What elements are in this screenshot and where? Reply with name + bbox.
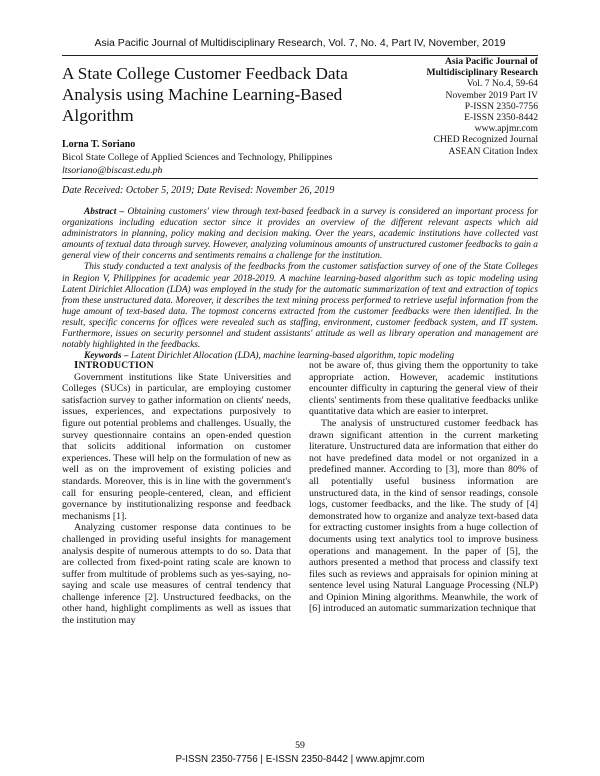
abstract-paragraph-2: This study conducted a text analysis of the feedbacks from the customer satisfaction survey of one of the State Colleges in Region V, Philippines for academic year 2018-2019. A machine learning-based algorithm such as topic modeling using Latent Dirichlet Allocation (LDA) was employed in the study for the automatic summarization of text and extraction of topics from these unstructured data. Moreover, it describes the text mining process performed to retrieve useful information from the huge amount of text-based data. The topmost concerns extracted from the customer feedbacks were then identified. In the result, specific concerns for offices were revealed such as staffing, environment, customer feedback system, and IT system. Furthermore, issues on security personnel and student assistants' attitude as well as library operation and management are notably highlighted in the feedbacks. <box>62 262 538 351</box>
body-paragraph: not be aware of, thus giving them the opportunity to take appropriate action. However, academic institutions encounter difficulty in capturing the general view of their clients' sentiments from these qualitative feedbacks unlike quantitative data which are easier to interpret. <box>309 360 538 418</box>
footer-issn: P-ISSN 2350-7756 | E-ISSN 2350-8442 | www.apjmr.com <box>175 754 425 765</box>
abstract-paragraph-1 <box>62 207 538 262</box>
journal-ched: CHED Recognized Journal <box>433 134 538 146</box>
section-heading-introduction: INTRODUCTION <box>74 359 154 371</box>
running-head: Asia Pacific Journal of Multidisciplinary Research, Vol. 7, No. 4, Part IV, November, 2019 <box>94 37 506 49</box>
abstract-text-1: Obtaining customers' view through text-based feedback in a survey is considered an important process for organizations including education sector since it provides an overview of the different relevant aspects which aid administrators in planning, policy making and decision making. Over the years, academic institutions have collected vast amounts of textual data through survey. However, analyzing voluminous amounts of unstructured customer feedbacks to gain a general view of their concerns and sentiments remains a challenge for the institution. <box>62 207 539 262</box>
journal-volume: Vol. 7 No.4, 59-64 <box>466 78 538 90</box>
journal-pissn: P-ISSN 2350-7756 <box>464 100 538 112</box>
keywords-text: Latent Dirichlet Allocation (LDA), machine learning-based algorithm, topic modeling <box>130 351 455 362</box>
article-dates: Date Received: October 5, 2019; Date Revised: November 26, 2019 <box>62 185 335 196</box>
body-paragraph: The analysis of unstructured customer feedback has drawn significant attention in the current marketing literature. Unstructured data are information that either do not have predefined data model or not organized in a predefined manner. According to [3], more than 80% of all potentially useful business information are unstructured data, in the kind of sensor readings, console logs, customer feedbacks, and the like. The study of [4] demonstrated how to organize and analyze text-based data for extracting customer insights from a huge collection of documents using text analytics tool to improve business operations and management. In the paper of [5], the authors presented a method that process and classify text files such as reviews and appraisals for opinion mining at sentence level using Natural Language Processing (NLP) and Opinion Mining algorithms. Meanwhile, the work of [6] introduced an automatic summarization technique that <box>309 417 538 615</box>
journal-issue: November 2019 Part IV <box>445 89 538 101</box>
keywords-label: Keywords – <box>84 351 129 362</box>
author-affiliation: Bicol State College of Applied Sciences and Technology, Philippines <box>62 152 333 163</box>
journal-website[interactable]: www.apjmr.com <box>474 123 538 135</box>
title-rule <box>62 178 538 179</box>
journal-info-box <box>413 56 538 157</box>
author-email[interactable]: ltsoriano@biscast.edu.ph <box>62 165 163 176</box>
journal-eissn: E-ISSN 2350-8442 <box>464 112 538 124</box>
body-paragraph: Analyzing customer response data continues to be challenged in providing useful insights for management analysis despite of numerous attempts to do so. Data that are collected from fixed-point rating scale are known to suffer from multitude of problems such as yes-saying, no-saying and scale use measures of central tendency that challenge inference [2]. Unstructured feedbacks, on the other hand, highlight compliments as well as issues that the institution may <box>62 522 291 627</box>
body-column-right <box>309 360 538 615</box>
journal-name: Asia Pacific Journal of Multidisciplinary Research <box>426 56 538 79</box>
article-title: A State College Customer Feedback Data Analysis using Machine Learning-Based Algorithm <box>62 64 348 125</box>
author-name: Lorna T. Soriano <box>62 139 136 150</box>
journal-asean: ASEAN Citation Index <box>448 145 538 157</box>
body-paragraph: Government institutions like State Universities and Colleges (SUCs) in particular, are employing customer satisfaction survey to gather information on clients' needs, issues, experiences, and expectations purposively to figure out potential problems and challenges. Usually, the survey questionnaire contains an open-ended question that solicits additional information on customer experiences. These will help on the formulation of new as well as on the improvement of existing policies and standards. Moreover, this is in line with the government's call for ensuring people-centered, clean, and efficient governance by institutionalizing response and feedback mechanisms [1]. <box>62 371 291 522</box>
abstract <box>62 207 538 362</box>
page-number: 59 <box>295 740 305 751</box>
abstract-label: Abstract – <box>84 207 125 217</box>
body-column-left <box>62 360 291 627</box>
